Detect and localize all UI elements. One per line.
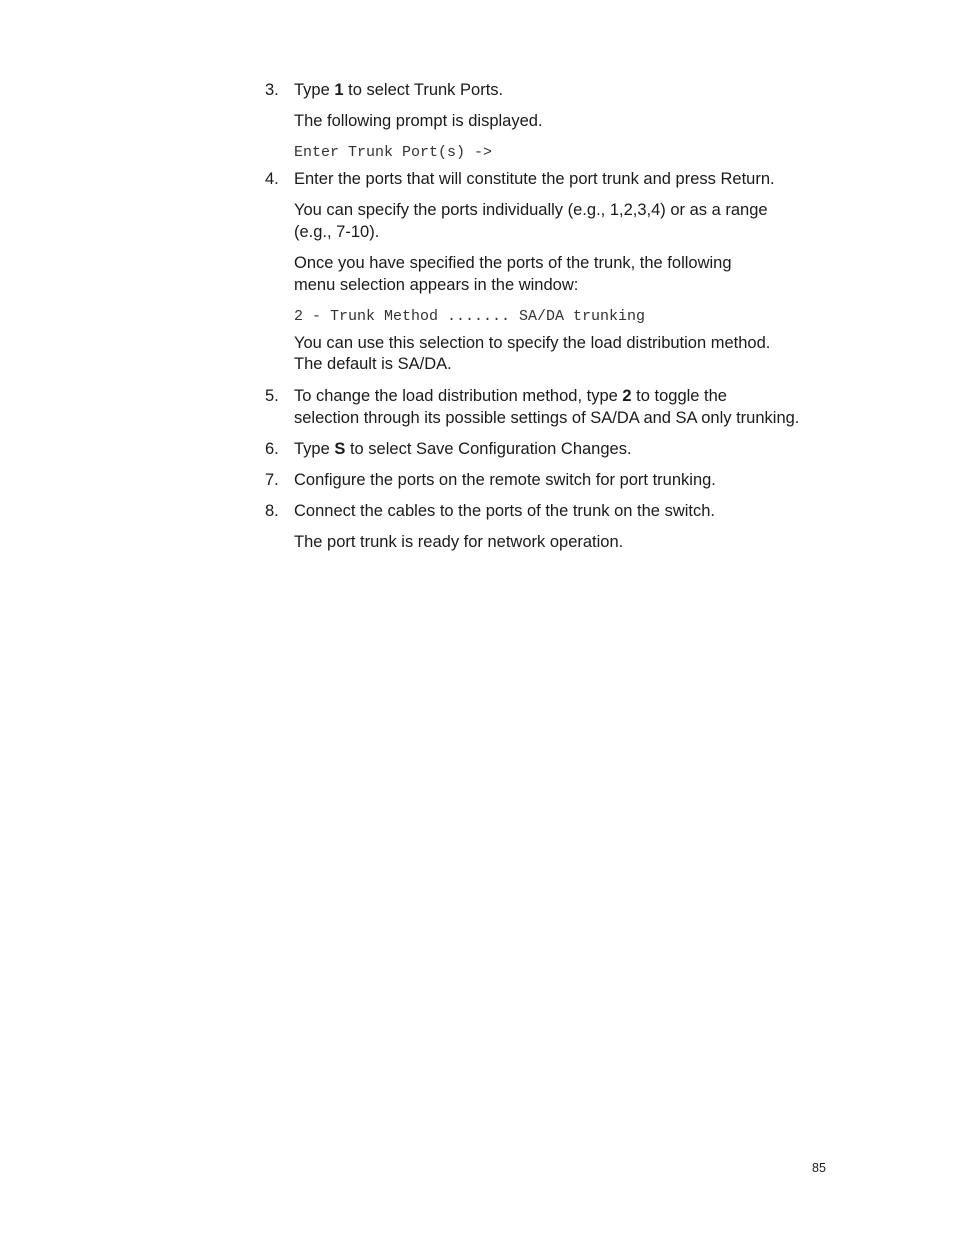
step-4-para2-line2: menu selection appears in the window: <box>294 276 579 294</box>
step-5-line1 <box>294 385 727 407</box>
step-3-number: 3. <box>265 81 279 99</box>
step-5-line1-c: to toggle the <box>631 387 727 405</box>
step-8-note: The port trunk is ready for network operation. <box>294 533 624 551</box>
step-4-para3-line2: The default is SA/DA. <box>294 355 452 373</box>
step-6-text <box>294 438 632 460</box>
step-6-number: 6. <box>265 440 279 458</box>
step-3-text-c: to select Trunk Ports. <box>343 81 504 99</box>
step-6-key: S <box>334 440 346 458</box>
step-4-code: 2 - Trunk Method ....... SA/DA trunking <box>294 308 646 325</box>
step-6-text-a: Type <box>294 440 335 458</box>
step-3-text-a: Type <box>294 81 335 99</box>
step-4-para3-line1: You can use this selection to specify the load distribution method. <box>294 334 771 352</box>
step-4-number: 4. <box>265 170 279 188</box>
step-4-para2-line1: Once you have specified the ports of the trunk, the following <box>294 254 732 272</box>
step-3-code: Enter Trunk Port(s) -> <box>294 144 493 161</box>
step-5-key: 2 <box>622 387 632 405</box>
step-3-note: The following prompt is displayed. <box>294 112 543 130</box>
step-5-line1-a: To change the load distribution method, type <box>294 387 623 405</box>
step-8-text: Connect the cables to the ports of the trunk on the switch. <box>294 502 715 520</box>
step-7-text: Configure the ports on the remote switch for port trunking. <box>294 471 716 489</box>
step-5-number: 5. <box>265 387 279 405</box>
step-3-key: 1 <box>334 81 344 99</box>
step-4-para1-line2: (e.g., 7-10). <box>294 223 380 241</box>
step-3-text <box>294 79 503 101</box>
page-number: 85 <box>812 1161 826 1175</box>
step-7-number: 7. <box>265 471 279 489</box>
step-4-text: Enter the ports that will constitute the port trunk and press Return. <box>294 170 775 188</box>
step-5-line2: selection through its possible settings of SA/DA and SA only trunking. <box>294 409 800 427</box>
step-8-number: 8. <box>265 502 279 520</box>
step-4-para1-line1: You can specify the ports individually (e.g., 1,2,3,4) or as a range <box>294 201 768 219</box>
step-6-text-c: to select Save Configuration Changes. <box>345 440 632 458</box>
